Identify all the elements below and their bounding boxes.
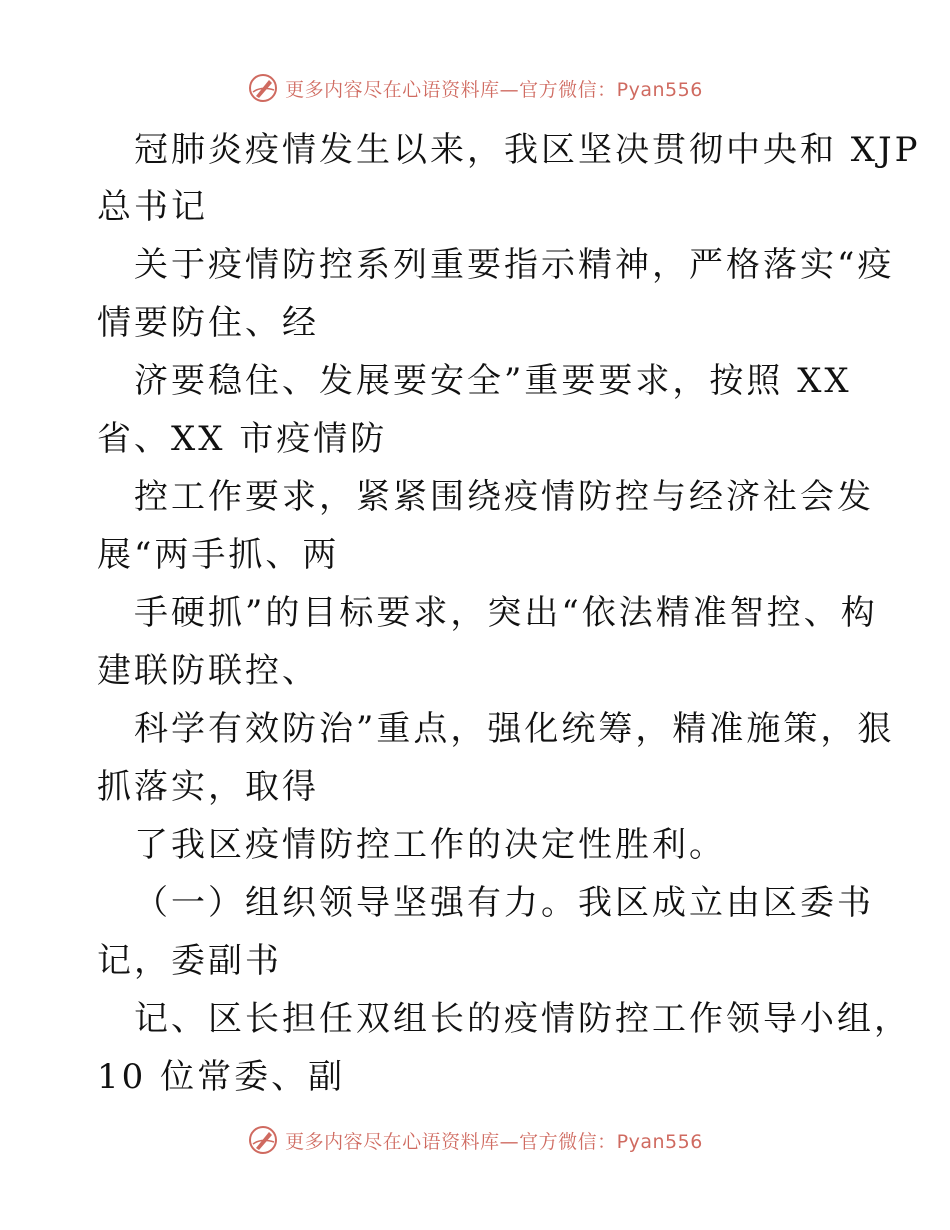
text-line: 科学有效防治”重点，强化统筹，精准施策，狠 <box>134 709 895 749</box>
quill-logo-icon <box>247 72 279 104</box>
text-line: 10 位常委、副 <box>97 1057 346 1097</box>
watermark-text: 更多内容尽在心语资料库—官方微信：Pyan556 <box>285 78 703 101</box>
text-line: 关于疫情防控系列重要指示精神，严格落实“疫 <box>134 245 895 285</box>
text-line: 记，委副书 <box>97 941 282 981</box>
text-line: 抓落实，取得 <box>97 767 319 807</box>
watermark-footer <box>0 1124 950 1156</box>
watermark-header <box>0 72 950 104</box>
text-line: 总书记 <box>97 187 208 227</box>
text-line: 情要防住、经 <box>97 303 319 343</box>
text-line: 展“两手抓、两 <box>97 535 340 575</box>
text-line: 了我区疫情防控工作的决定性胜利。 <box>134 825 726 865</box>
text-line: 控工作要求，紧紧围绕疫情防控与经济社会发 <box>134 477 874 517</box>
text-line: （一）组织领导坚强有力。我区成立由区委书 <box>134 883 874 923</box>
text-line: 建联防联控、 <box>97 651 319 691</box>
text-line: 冠肺炎疫情发生以来，我区坚决贯彻中央和 XJP <box>134 130 921 170</box>
watermark-text: 更多内容尽在心语资料库—官方微信：Pyan556 <box>285 1130 703 1153</box>
text-line: 省、XX 市疫情防 <box>97 419 388 459</box>
text-line: 手硬抓”的目标要求，突出“依法精准智控、构 <box>134 593 878 633</box>
quill-logo-icon <box>247 1124 279 1156</box>
text-line: 记、区长担任双组长的疫情防控工作领导小组， <box>134 999 911 1039</box>
text-line: 济要稳住、发展要安全”重要要求，按照 XX <box>134 361 852 401</box>
